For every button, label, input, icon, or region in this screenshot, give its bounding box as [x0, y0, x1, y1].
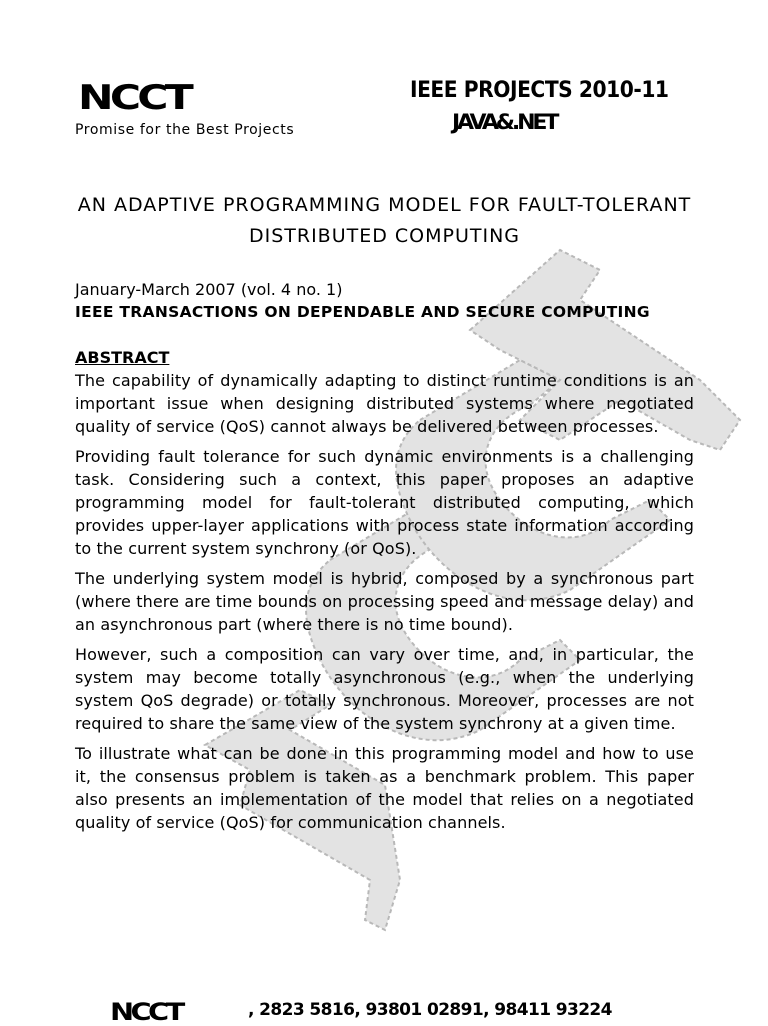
journal-date: January-March 2007 (vol. 4 no. 1): [75, 280, 343, 299]
paper-title: AN ADAPTIVE PROGRAMMING MODEL FOR FAULT-TOLERANT DISTRIBUTED COMPUTING: [77, 194, 692, 247]
ncct-logo: NCCT: [78, 78, 190, 118]
tagline: Promise for the Best Projects: [75, 122, 295, 138]
projects-title: IEEE PROJECTS 2010-11: [410, 78, 669, 103]
abstract-heading: ABSTRACT: [75, 348, 170, 367]
footer-phone-numbers: , 2823 5816, 93801 02891, 98411 93224: [248, 1000, 612, 1020]
paper-content: [75, 190, 694, 841]
projects-subtitle: JAVA&.NET: [452, 110, 557, 134]
footer-ncct-logo: NCCT: [110, 998, 182, 1026]
abstract-paragraph: However, such a composition can vary over time, and, in particular, the system may become totally asynchronous (e.g., when the underlying system QoS degrade) or totally synchronous. Moreover, processes are not required to share the same view of the system synchrony at a given time.: [75, 645, 694, 733]
journal-name: IEEE TRANSACTIONS ON DEPENDABLE AND SECURE COMPUTING: [75, 303, 650, 321]
abstract-paragraph: The capability of dynamically adapting to distinct runtime conditions is an important issue when designing distributed systems where negotiated quality of service (QoS) cannot always be delivered between processes.: [75, 371, 694, 436]
abstract-paragraph: Providing fault tolerance for such dynamic environments is a challenging task. Considering such a context, this paper proposes an adaptive programming model for fault-tolerant distributed computing, which provides upper-layer applications with process state information according to the current system synchrony (or QoS).: [75, 447, 694, 558]
abstract-paragraph: The underlying system model is hybrid, composed by a synchronous part (where there are time bounds on processing speed and message delay) and an asynchronous part (where there is no time bound).: [75, 569, 694, 634]
abstract-paragraph: To illustrate what can be done in this programming model and how to use it, the consensus problem is taken as a benchmark problem. This paper also presents an implementation of the model that relies on a negotiated quality of service (QoS) for communication channels.: [75, 744, 694, 832]
